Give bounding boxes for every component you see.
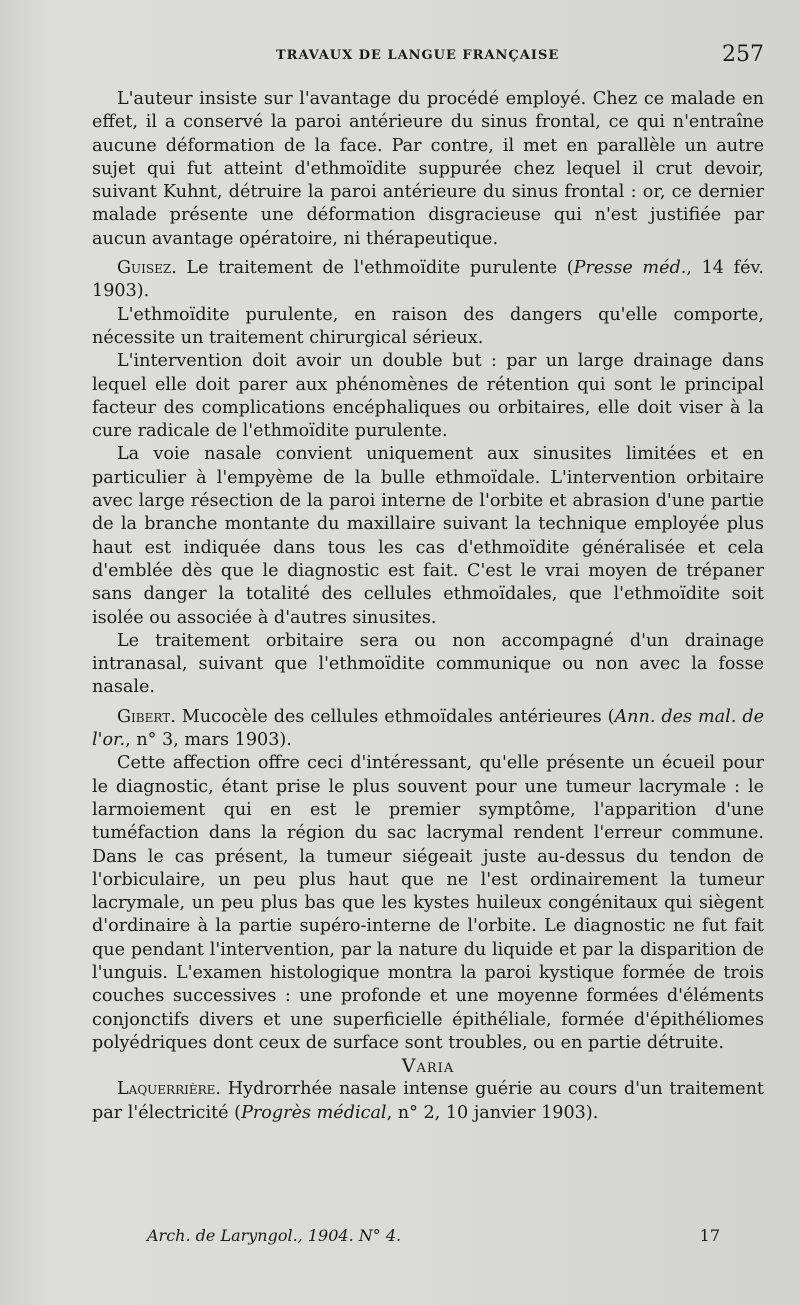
reference-guisez xyxy=(92,257,764,304)
paragraph: Le traitement orbitaire sera ou non accompagné d'un drainage intranasal, suivant que l'ethmoïdite communique ou non avec la fosse nasale. xyxy=(92,630,764,698)
footer-journal: Arch. de Laryngol., 1904. N° 4. xyxy=(147,1226,402,1245)
reference-title: Hydrorrhée nasale intense guérie au cours d'un traitement par l'électricité ( xyxy=(92,1079,764,1123)
body-text xyxy=(92,88,764,1125)
section-title: Varia xyxy=(401,1055,455,1078)
page-number: 257 xyxy=(722,42,764,67)
reference-gibert xyxy=(92,706,764,753)
journal-name: Progrès médical xyxy=(241,1102,387,1123)
reference-date: , 14 fév. 1903). xyxy=(92,258,764,302)
reference-laquerriere xyxy=(92,1078,764,1125)
paragraph: L'intervention doit avoir un double but : par un large drainage dans lequel elle doit parer aux phénomènes de rétention qui sont le principal facteur des complications encéphaliques ou orbitaires, elle doit viser à la cure radicale de l'ethmoïdite purulente. xyxy=(92,351,764,442)
paragraph: La voie nasale convient uniquement aux sinusites limitées et en particulier à l'empyème de la bulle ethmoïdale. L'intervention orbitaire avec large résection de la paroi interne de l'orbite et abrasion d'une partie de la branche montante du maxillaire suivant la technique employée plus haut est indiquée dans tous les cas d'ethmoïdite généralisée et cela d'emblée dès que le diagnostic est fait. C'est le vrai moyen de trépaner sans danger la totalité des cellules ethmoïdales, que l'ethmoïdite soit isolée ou associée à d'autres sinusites. xyxy=(92,444,764,628)
reference-date: , n° 2, 10 janvier 1903). xyxy=(386,1102,599,1123)
signature-mark: 17 xyxy=(699,1226,720,1245)
author-name: Gibert. xyxy=(117,706,176,727)
reference-title: Le traitement de l'ethmoïdite purulente ( xyxy=(176,258,574,279)
page-footer xyxy=(92,1220,764,1250)
journal-name: Presse méd. xyxy=(573,258,687,279)
author-name: Guisez. xyxy=(117,258,177,279)
paragraph: Cette affection offre ceci d'intéressant, qu'elle présente un écueil pour le diagnostic, étant prise le plus souvent pour une tumeur lacrymale : le larmoiement qui en est le premier symptôme, l'apparition d'une tuméfaction dans la région du sac lacrymal rendent l'erreur commune. Dans le cas présent, la tumeur siégeait juste au-dessus du tendon de l'orbiculaire, un peu plus haut que ne l'est ordinairement la tumeur lacrymale, un peu plus bas que les kystes huileux congénitaux qui siègent d'ordinaire à la partie supéro-interne de l'orbite. Le diagnostic ne fut fait que pendant l'intervention, par la nature du liquide et par la disparition de l'unguis. L'examen histologique montra la paroi kystique formée de trois couches successives : une profonde et une moyenne formées d'éléments conjonctifs divers et une superficielle épithéliale, formée d'épithéliomes polyédriques dont ceux de surface sont troubles, ou en partie détruite. xyxy=(92,753,764,1053)
paragraph: L'auteur insiste sur l'avantage du procédé employé. Chez ce malade en effet, il a conservé la paroi antérieure du sinus frontal, ce qui n'entraîne aucune déformation de la face. Par contre, il met en parallèle un autre sujet qui fut atteint d'ethmoïdite suppurée chez lequel il crut devoir, suivant Kuhnt, détruire la paroi antérieure du sinus frontal : or, ce dernier malade présente une déformation disgracieuse qui n'est justifiée par aucun avantage opératoire, ni thérapeutique. xyxy=(92,89,764,249)
author-name: Laquerrière. xyxy=(117,1079,222,1100)
page-header xyxy=(92,40,764,80)
journal-name: Ann. des mal. de l'or. xyxy=(92,706,765,751)
reference-date: , n° 3, mars 1903). xyxy=(125,730,292,751)
running-title: TRAVAUX DE LANGUE FRANÇAISE xyxy=(276,48,560,63)
reference-title: Mucocèle des cellules ethmoïdales antérieures ( xyxy=(175,706,615,727)
paragraph: L'ethmoïdite purulente, en raison des dangers qu'elle comporte, nécessite un traitement chirurgical sérieux. xyxy=(92,304,764,348)
